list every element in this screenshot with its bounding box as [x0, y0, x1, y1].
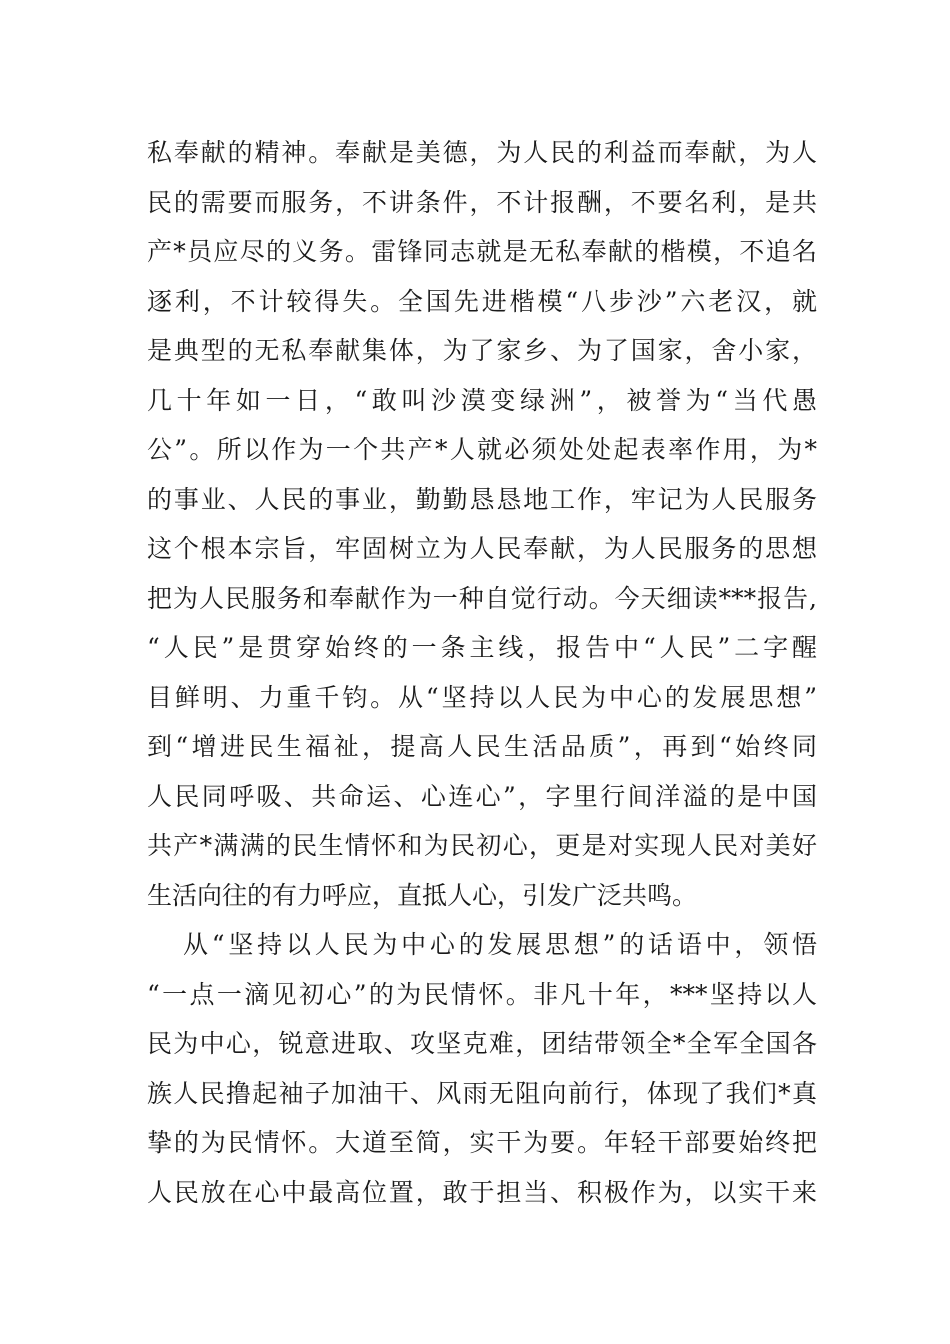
paragraph-2 [147, 920, 817, 1217]
text-line: 挚的为民情怀。大道至简，实干为要。年轻干部要始终把 [147, 1128, 817, 1157]
text-line: 从“坚持以人民为中心的发展思想”的话语中，领悟 [183, 930, 817, 959]
text-line: 人民放在心中最高位置，敢于担当、积极作为，以实干来 [147, 1177, 817, 1207]
text-line: 的事业、人民的事业，勤勤恳恳地工作，牢记为人民服务 [147, 484, 817, 514]
text-line: 是典型的无私奉献集体，为了家乡、为了国家，舍小家， [147, 336, 817, 365]
text-line: 把为人民服务和奉献作为一种自觉行动。今天细读***报告, [147, 583, 817, 613]
text-line: 逐利，不计较得失。全国先进楷模“八步沙”六老汉，就 [147, 286, 817, 316]
text-line: 目鲜明、力重千钧。从“坚持以人民为中心的发展思想” [147, 682, 817, 712]
text-line: 人民同呼吸、共命运、心连心”，字里行间洋溢的是中国 [147, 781, 817, 811]
text-line: 公”。所以作为一个共产*人就必须处处起表率作用，为* [147, 435, 817, 464]
text-line: 几十年如一日，“敢叫沙漠变绿洲”，被誉为“当代愚 [147, 385, 817, 415]
text-line: 私奉献的精神。奉献是美德，为人民的利益而奉献，为人 [147, 138, 817, 167]
text-line: 生活向往的有力呼应，直抵人心，引发广泛共鸣。 [147, 880, 698, 910]
text-line: 到“增进民生福祉，提高人民生活品质”，再到“始终同 [147, 732, 817, 761]
text-line: 这个根本宗旨，牢固树立为人民奉献，为人民服务的思想 [147, 534, 817, 563]
text-line: 共产*满满的民生情怀和为民初心，更是对实现人民对美好 [147, 831, 817, 860]
text-line: 族人民撸起袖子加油干、风雨无阻向前行，体现了我们*真 [147, 1078, 817, 1108]
text-line: “一点一滴见初心”的为民情怀。非凡十年，***坚持以人 [147, 979, 817, 1009]
text-line: 民为中心，锐意进取、攻坚克难，团结带领全*全军全国各 [147, 1029, 817, 1058]
text-line: 产*员应尽的义务。雷锋同志就是无私奉献的楷模，不追名 [147, 237, 817, 266]
text-line: 民的需要而服务，不讲条件，不计报酬，不要名利，是共 [147, 187, 817, 217]
text-line: “人民”是贯穿始终的一条主线，报告中“人民”二字醒 [147, 633, 817, 662]
paragraph-1 [147, 128, 817, 920]
body-text [147, 128, 817, 1217]
